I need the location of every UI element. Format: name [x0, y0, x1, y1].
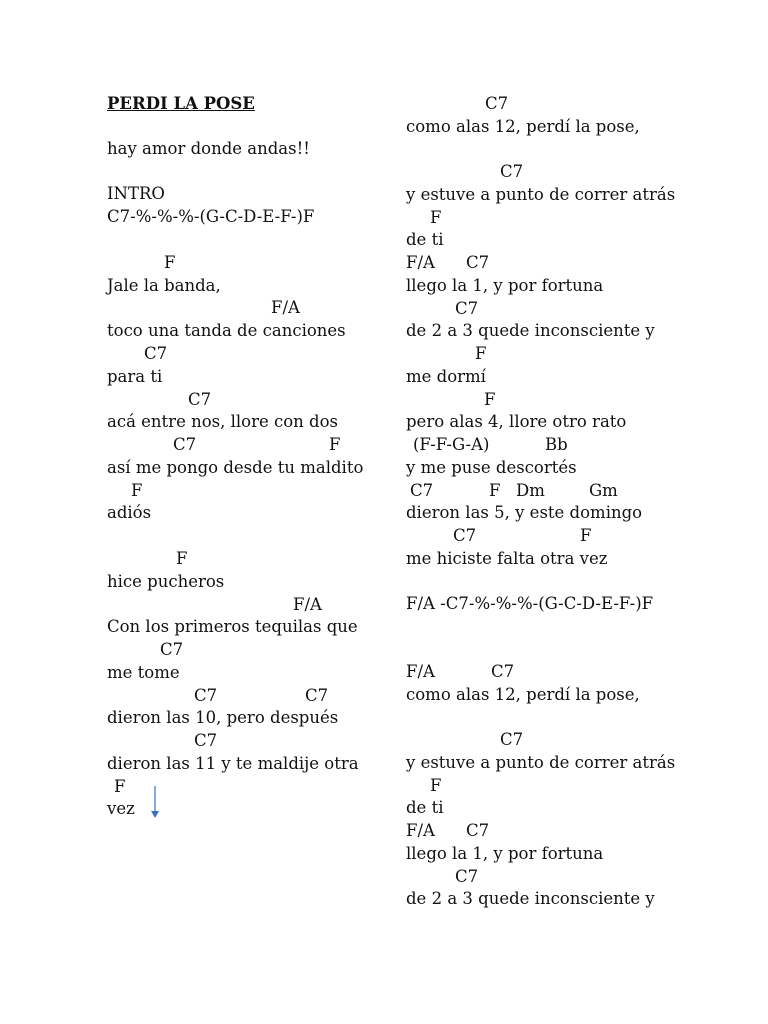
chord: C7	[194, 731, 218, 750]
chord: C7	[466, 821, 490, 840]
lyric-line: y estuve a punto de correr atrás	[406, 185, 676, 204]
lyric-line: como alas 12, perdí la pose,	[406, 685, 640, 704]
lyric-line: y me puse descortés	[406, 458, 577, 477]
chord: C7	[305, 686, 329, 705]
chord: C7	[194, 686, 218, 705]
section-label: INTRO	[107, 184, 165, 203]
chord: F	[329, 435, 341, 454]
lyric-line: dieron las 11 y te maldije otra	[107, 754, 359, 773]
chord: F	[475, 344, 487, 363]
arrow-down-icon	[148, 786, 162, 820]
lyric-line: así me pongo desde tu maldito	[107, 458, 364, 477]
chord: F	[430, 776, 442, 795]
lyric-line: llego la 1, y por fortuna	[406, 844, 604, 863]
lyric-line: pero alas 4, llore otro rato	[406, 412, 627, 431]
chord: C7	[453, 526, 477, 545]
chord: C7	[485, 94, 509, 113]
lyric-line: me hiciste falta otra vez	[406, 549, 608, 568]
chord: C7	[500, 730, 524, 749]
chord: F	[131, 481, 143, 500]
chord: C7	[491, 662, 515, 681]
chord: C7	[410, 481, 434, 500]
chord: F	[176, 549, 188, 568]
lyric-line: llego la 1, y por fortuna	[406, 276, 604, 295]
chord: C7	[173, 435, 197, 454]
chord: C7	[466, 253, 490, 272]
lyric-line: dieron las 5, y este domingo	[406, 503, 643, 522]
lyric-line: como alas 12, perdí la pose,	[406, 117, 640, 136]
lyric-line: para ti	[107, 367, 163, 386]
lyric-line: Con los primeros tequilas que	[107, 617, 358, 636]
chord: (F-F-G-A)	[413, 435, 490, 454]
chord: F/A	[406, 253, 435, 272]
chord: F/A	[293, 595, 322, 614]
lyric-line: de ti	[406, 798, 444, 817]
chord: F	[580, 526, 592, 545]
lyric-line: y estuve a punto de correr atrás	[406, 753, 676, 772]
outro-chords: F/A -C7-%-%-%-(G-C-D-E-F-)F	[406, 594, 654, 613]
lyric-line: toco una tanda de canciones	[107, 321, 346, 340]
lyric-line: de 2 a 3 quede inconsciente y	[406, 321, 655, 340]
lyric-line: acá entre nos, llore con dos	[107, 412, 338, 431]
chord: Bb	[545, 435, 568, 454]
lyric-line: adiós	[107, 503, 152, 522]
lyric-line: vez	[107, 799, 135, 818]
song-title: PERDI LA POSE	[107, 94, 255, 113]
lyric-line: de 2 a 3 quede inconsciente y	[406, 889, 655, 908]
lyric-line: hay amor donde andas!!	[107, 139, 310, 158]
lyric-line: Jale la banda,	[107, 276, 221, 295]
chord: F	[164, 253, 176, 272]
lyric-line: de ti	[406, 230, 444, 249]
chord: F/A	[271, 298, 300, 317]
lyric-line: me tome	[107, 663, 180, 682]
chord: F/A	[406, 821, 435, 840]
chord: F	[430, 208, 442, 227]
lyric-line: dieron las 10, pero después	[107, 708, 339, 727]
chord: Gm	[589, 481, 618, 500]
chord: Dm	[516, 481, 545, 500]
chord: F	[484, 390, 496, 409]
chord: F	[489, 481, 501, 500]
chord: C7	[500, 162, 524, 181]
chord: C7	[455, 867, 479, 886]
intro-chords: C7-%-%-%-(G-C-D-E-F-)F	[107, 207, 315, 226]
lyric-line: me dormí	[406, 367, 486, 386]
chord: F/A	[406, 662, 435, 681]
chord: C7	[188, 390, 212, 409]
lyric-line: hice pucheros	[107, 572, 225, 591]
chord: C7	[160, 640, 184, 659]
chord: F	[114, 777, 126, 796]
chord: C7	[144, 344, 168, 363]
chord: C7	[455, 299, 479, 318]
